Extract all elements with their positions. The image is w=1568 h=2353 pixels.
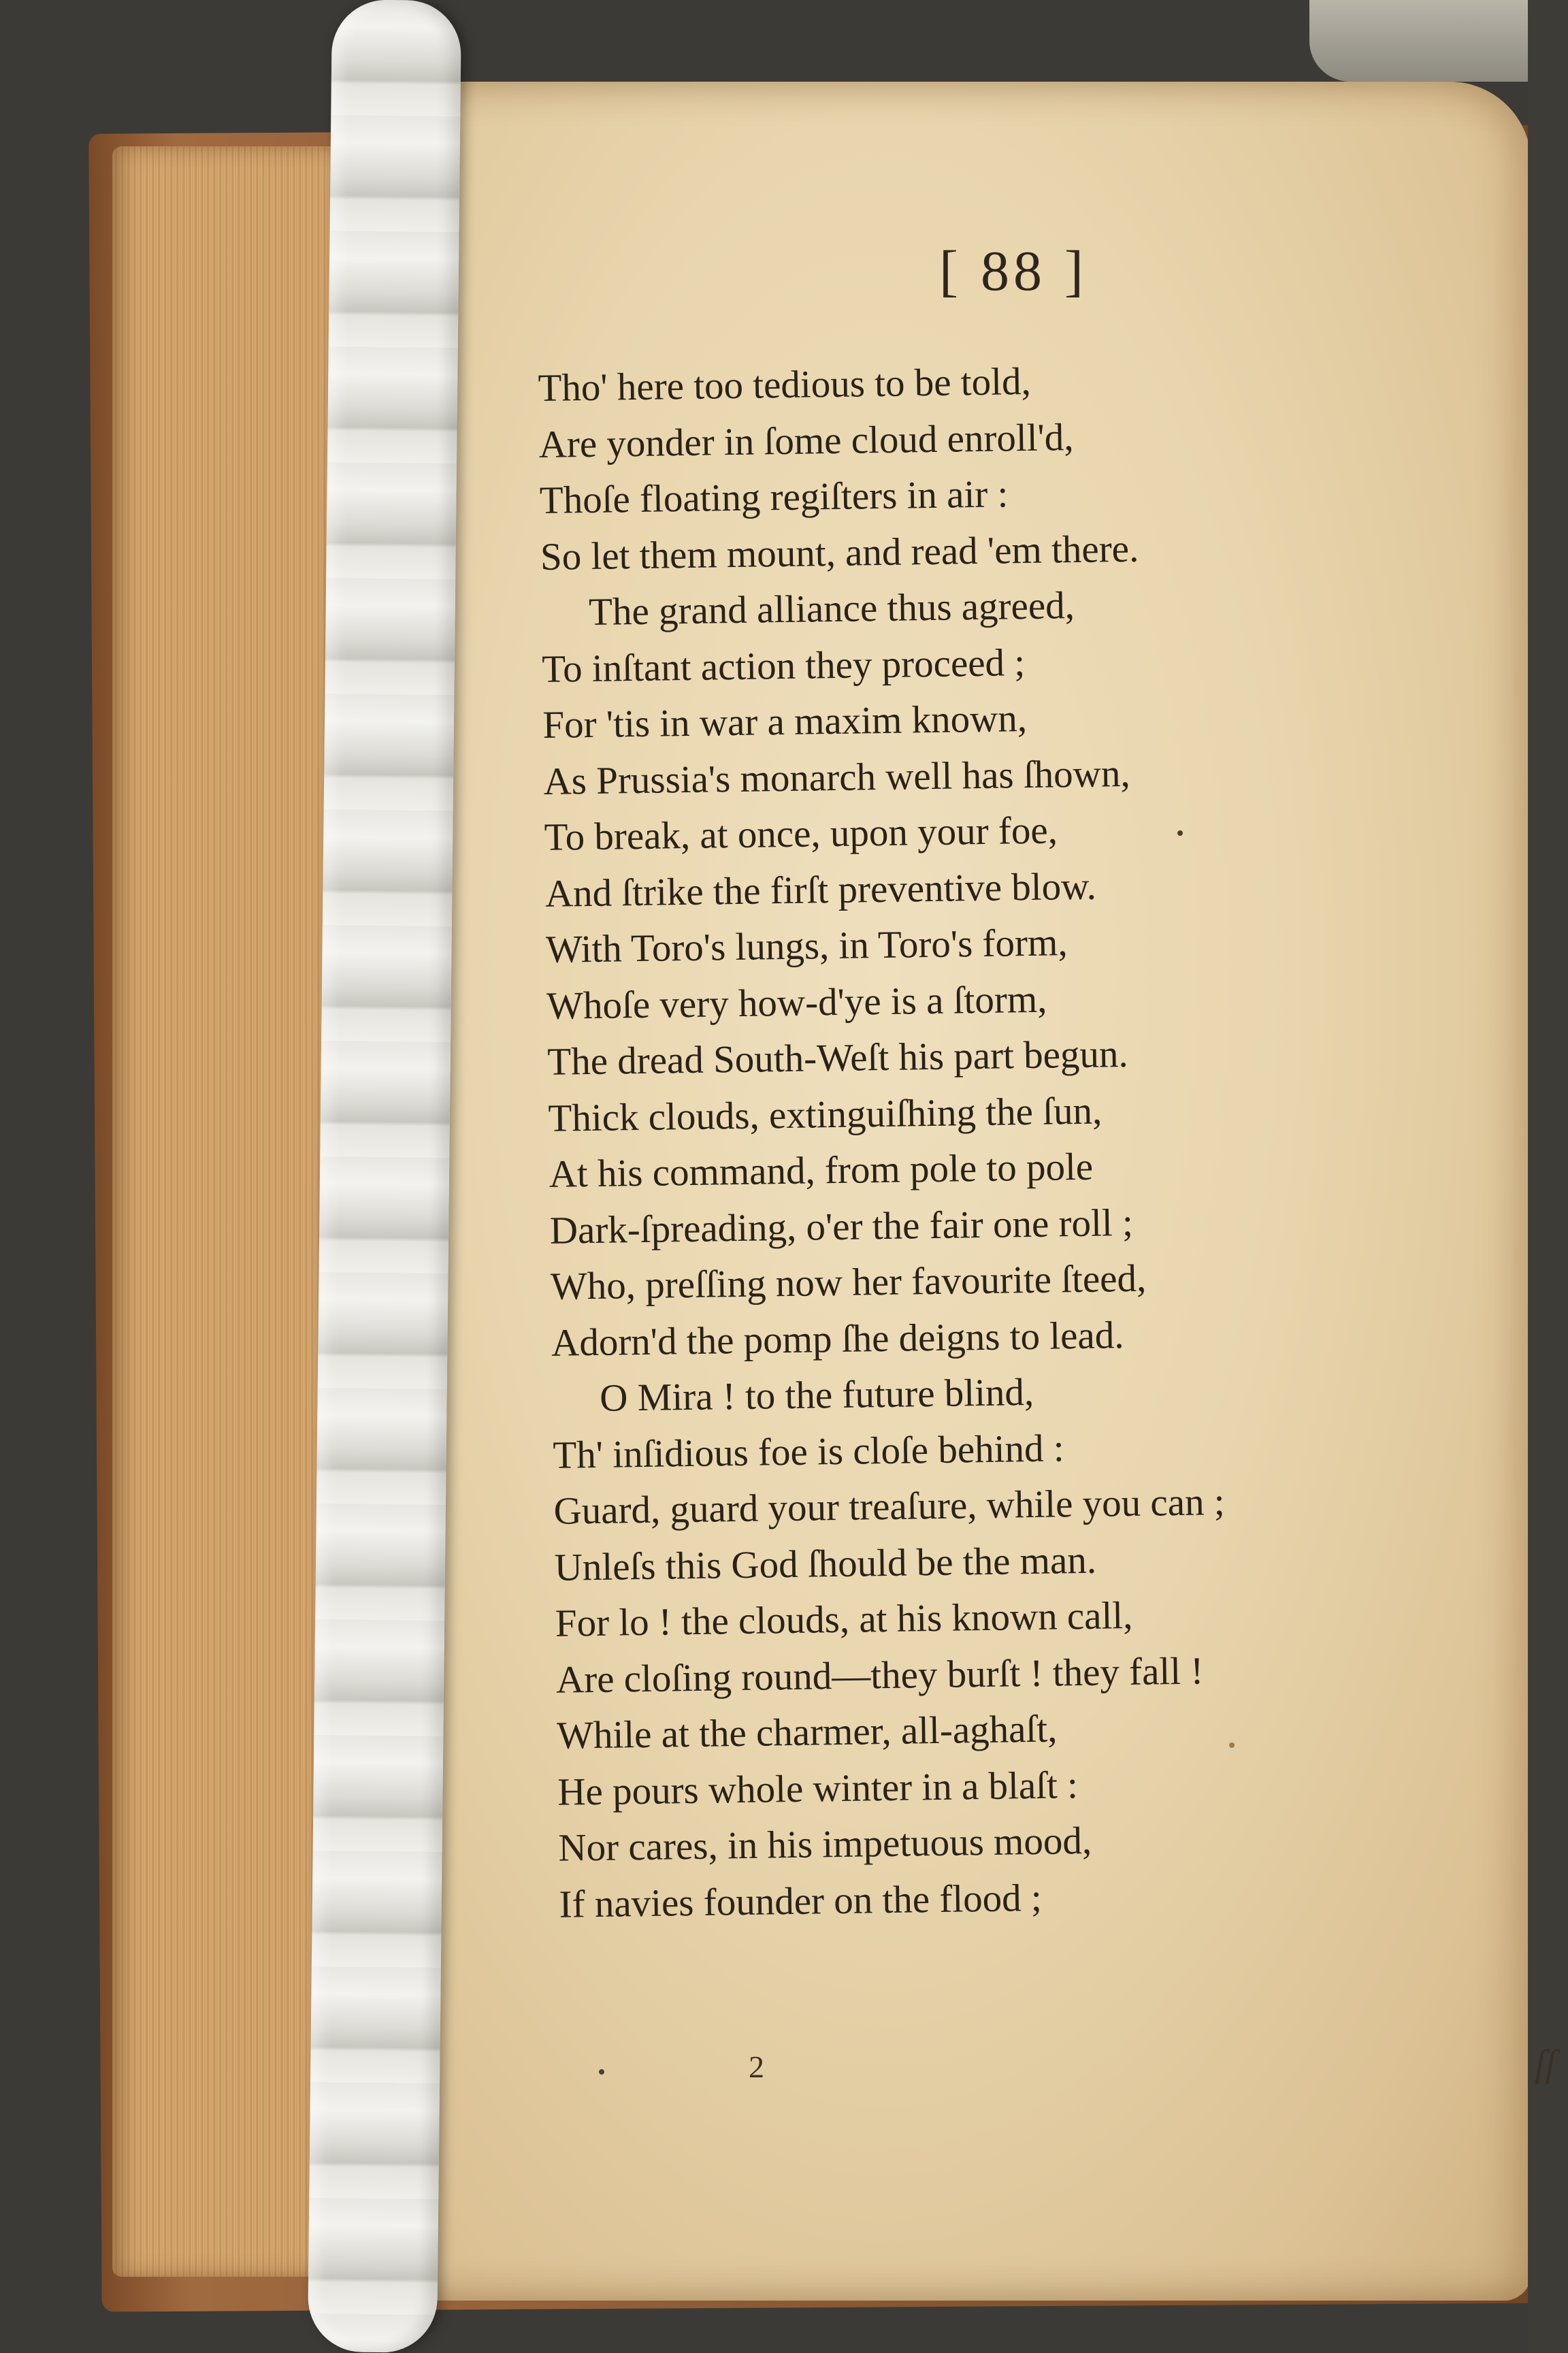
verse-line: Tho' here too tedious to be told, — [538, 359, 1032, 410]
verse-line: At his command, from pole to pole — [549, 1145, 1094, 1196]
verse-line: Th' inſidious foe is cloſe behind : — [553, 1426, 1064, 1477]
verse-line: While at the charmer, all-aghaſt, — [556, 1707, 1058, 1757]
verse-line: Nor cares, in his impetuous mood, — [558, 1819, 1092, 1870]
verse-line: For 'tis in war a maxim known, — [542, 697, 1028, 747]
signature-mark: 2 — [749, 2049, 764, 2084]
verse-line: Unleſs this God ſhould be the man. — [554, 1538, 1097, 1589]
verse-line: For lo ! the clouds, at his known call, — [555, 1593, 1133, 1645]
verse-line: With Toro's lungs, in Toro's form, — [545, 921, 1068, 971]
foxing-spot — [1229, 1742, 1235, 1748]
verse-line: O Mira ! to the future blind, — [599, 1370, 1034, 1420]
verse-line: To inſtant action they proceed ; — [541, 640, 1026, 691]
verse-line: Whoſe very how-d'ye is a ſtorm, — [546, 977, 1047, 1028]
ink-speck — [1177, 830, 1183, 836]
verse-line: Guard, guard your treaſure, while you can ; — [553, 1480, 1226, 1533]
bookmark-ribbon — [308, 0, 461, 2353]
verse-line: Who, preſſing now her favourite ſteed, — [550, 1256, 1147, 1308]
margin-mark: ſſ — [1535, 2043, 1556, 2085]
verse-line: Thick clouds, extinguiſhing the ſun, — [548, 1089, 1102, 1140]
verse-line: He pours whole winter in a blaſt : — [557, 1763, 1079, 1814]
verse-line: Are yonder in ſome cloud enroll'd, — [538, 415, 1074, 466]
verse-line: As Prussia's monarch well has ſhown, — [543, 751, 1130, 803]
background-edge — [1528, 0, 1568, 2352]
verse-line: And ſtrike the firſt preventive blow. — [544, 864, 1097, 915]
page-number: [ 88 ] — [939, 240, 1088, 303]
verse-line: The dread South-Weſt his part begun. — [546, 1032, 1129, 1084]
verse-line: Are cloſing round—they burſt ! they fall ! — [555, 1649, 1204, 1702]
verse-line: So let them mount, and read 'em there. — [540, 527, 1139, 579]
ink-speck — [599, 2069, 604, 2075]
verse-line: Adorn'd the pomp ſhe deigns to lead. — [551, 1313, 1124, 1365]
verse-line: To break, at once, upon your foe, — [544, 809, 1058, 859]
verse-block — [538, 349, 1410, 1933]
verse-line: The grand alliance thus agreed, — [588, 584, 1075, 634]
verse-line: Dark-ſpreading, o'er the fair one roll ; — [549, 1201, 1134, 1252]
verse-line: Thoſe floating regiſters in air : — [539, 472, 1009, 522]
verse-line: If navies founder on the flood ; — [559, 1876, 1043, 1926]
